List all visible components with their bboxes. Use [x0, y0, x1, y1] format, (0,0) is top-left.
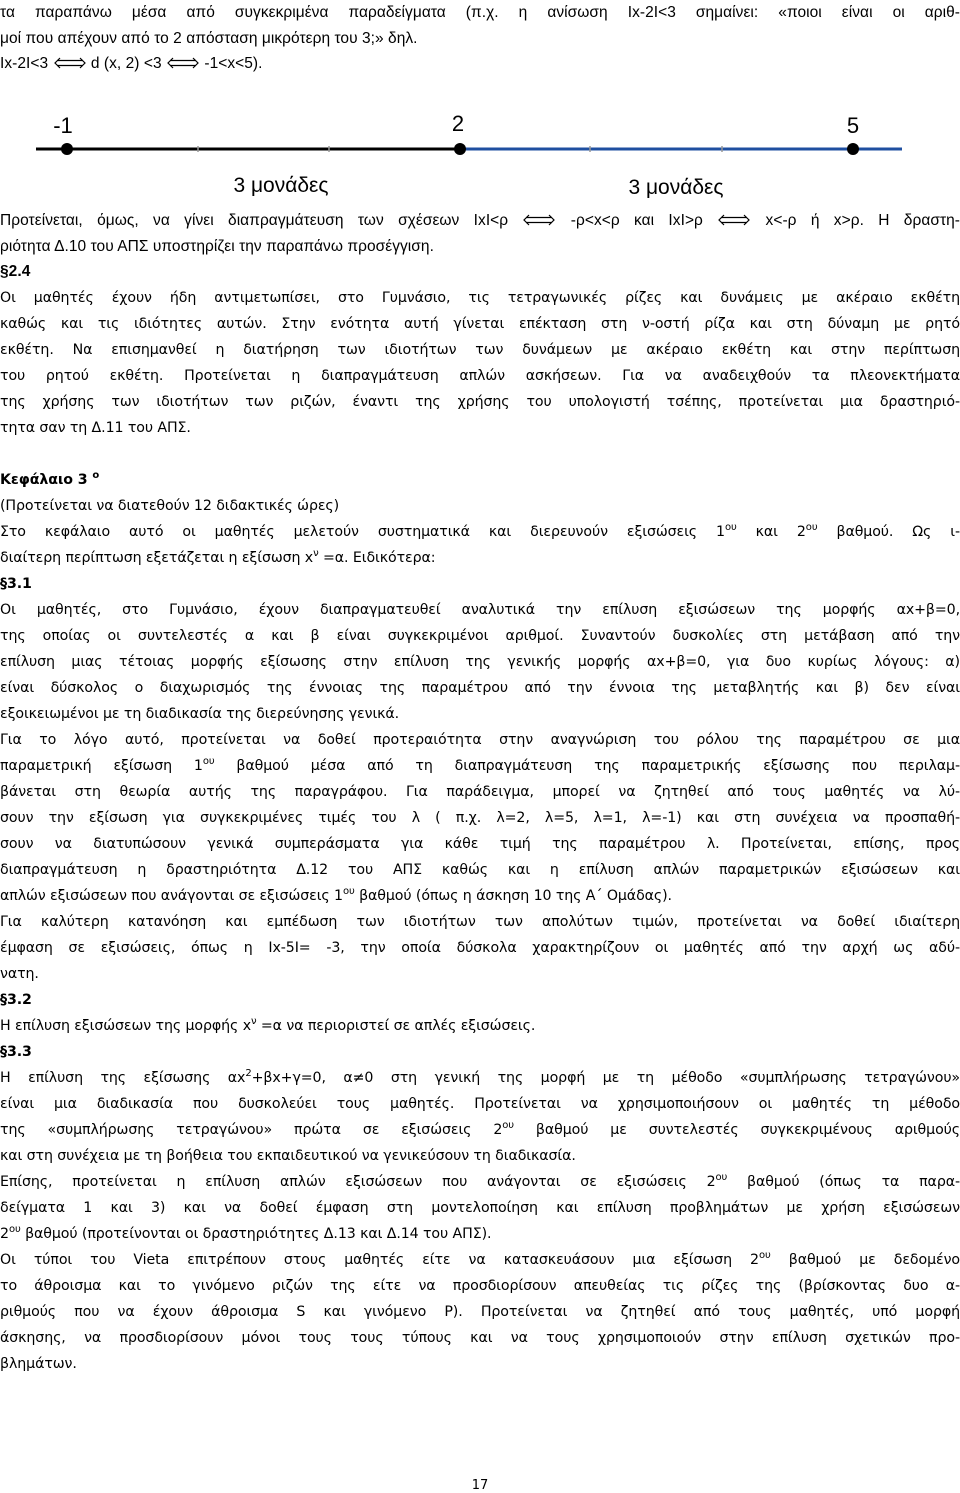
text-span: βαθμού μέσα από τη διαπραγμάτευση της παραμετρικής εξίσωσης που περιλαμ-: [214, 758, 960, 774]
abs-line-1: [0, 212, 960, 232]
superscript: ν: [313, 548, 319, 559]
sec-3-3-line: [0, 1226, 960, 1242]
sec-3-3-line: βλημάτων.: [0, 1356, 77, 1372]
sec-2-4-line: καθώς και τις ιδιότητες αυτών. Στην ενότητα αυτή γίνεται επέκταση στη ν-οστή ρίζα και στη δύναμη με ρητό: [0, 316, 960, 332]
inequality-text: Ιx-2Ι<3: [0, 55, 49, 72]
double-arrow-icon: [53, 56, 87, 75]
text-span: απλών εξισώσεων που ανάγονται σε εξισώσεις 1: [0, 888, 343, 904]
page-number: 17: [471, 1478, 489, 1493]
section-2-4-heading: §2.4: [0, 263, 31, 280]
superscript: ου: [715, 1172, 728, 1183]
text-span: βαθμού (όπως τα παρα-: [727, 1174, 960, 1190]
sec-3-3-line: [0, 1070, 960, 1086]
text-span: =α να περιοριστεί σε απλές εξισώσεις.: [256, 1018, 536, 1034]
abs-text-b: -ρ<x<ρ και ΙxΙ>ρ: [570, 212, 703, 229]
sec-3-1-p2-line: [0, 888, 960, 904]
interval-text: -1<x<5).: [204, 55, 263, 72]
section-3-3-heading: §3.3: [0, 1044, 32, 1060]
superscript: ου: [724, 522, 737, 533]
sec-3-3-line: [0, 1122, 960, 1138]
intro-line-3: [0, 55, 960, 75]
intro-line-1: τα παραπάνω μέσα από συγκεκριμένα παραδείγματα (π.χ. η ανίσωση Ιx-2Ι<3 σημαίνει: «ποιοι είναι οι αριθ-: [0, 4, 960, 21]
label-2: 2: [451, 111, 465, 136]
sec-3-1-p2-line: βάνεται στη θεωρία αυτής της παραγράφου. Για παράδειγμα, μπορεί να ζητηθεί από τους μαθητές να λύ-: [0, 784, 960, 800]
sec-3-1-p2-line: [0, 758, 960, 774]
text-span: βαθμού με δεδομένο: [770, 1252, 960, 1268]
sec-2-4-line: εκθέτη. Να επισημανθεί η διατήρηση των ιδιοτήτων των δυνάμεων με ακέραιο εκθέτη και στην περίπτωση: [0, 342, 960, 358]
chapter-3-title: [0, 472, 960, 488]
text-span: παραμετρική εξίσωση 1: [0, 758, 203, 774]
text-span: βαθμού (προτείνονται οι δραστηριότητες Δ.13 και Δ.14 του ΑΠΣ).: [20, 1226, 492, 1242]
point-2: [454, 143, 466, 155]
sec-3-2-line: [0, 1018, 960, 1034]
point-5: [847, 143, 859, 155]
text-span: και 2: [736, 524, 806, 540]
sec-3-3-line: είναι μια διαδικασία που δυσκολεύει τους μαθητές. Προτείνεται να χρησιμοποιήσουν οι μαθητές τη μέθοδο: [0, 1096, 960, 1112]
sec-3-3-line: άσκησης, να προσδιορίσουν μόνοι τους τους τύπους και να τους χρησιμοποιούν στην επίλυση σχετικών προ-: [0, 1330, 960, 1346]
sec-3-3-line: το άθροισμα και το γινόμενο ριζών της είτε να προσδιορίσουν απευθείας τις ρίζες της (βρίσκοντας δυο α-: [0, 1278, 960, 1294]
sec-2-4-line: Οι μαθητές έχουν ήδη αντιμετωπίσει, στο Γυμνάσιο, τις τετραγωνικές ρίζες και δυνάμεις με ακέραιο εκθέτη: [0, 290, 960, 306]
sec-2-4-line: της χρήσης των ιδιοτήτων των ριζών, έναντι της χρήσης του υπολογιστή τσέπης, προτείνεται μια δραστηριό-: [0, 394, 960, 410]
text-span: βαθμού με συντελεστές συγκεκριμένους αριθμούς: [513, 1122, 960, 1138]
label-5: 5: [846, 113, 860, 138]
sec-3-1-p3-line: Για καλύτερη κατανόηση και εμπέδωση των ιδιοτήτων των απολύτων τιμών, προτείνεται να δοθεί ιδιαίτερη: [0, 914, 960, 930]
superscript: ου: [805, 522, 818, 533]
superscript: ν: [250, 1016, 257, 1027]
superscript: ου: [8, 1224, 21, 1235]
sec-3-3-line: δείγματα 1 και 3) και να δοθεί έμφαση στη μοντελοποίηση και επίλυση προβλημάτων με χρήση εξισώσεων: [0, 1200, 960, 1216]
sec-3-1-p2-line: Για το λόγο αυτό, προτείνεται να δοθεί προτεραιότητα στην αναγνώριση του ρόλου της παραμέτρου σε μια: [0, 732, 960, 748]
point-minus-1: [61, 143, 73, 155]
sec-3-3-line: [0, 1252, 960, 1268]
text-span: +βx+γ=0, α≠0 στη γενική της μορφή με τη μέθοδο «συμπλήρωσης τετραγώνου»: [251, 1070, 960, 1086]
double-arrow-icon: [717, 213, 751, 232]
sec-3-3-line: και στη συνέχεια με τη βοήθεια του εκπαιδευτικού να γενικεύσουν τη διαδικασία.: [0, 1148, 576, 1164]
intro-line-2: μοί που απέχουν από το 2 απόσταση μικρότερη του 3;» δηλ.: [0, 30, 418, 47]
section-3-1-heading: §3.1: [0, 576, 32, 592]
sec-3-1-p2-line: σουν να διατυπώσουν γενικά συμπεράσματα για κάθε τιμή της παραμέτρου λ. Προτείνεται, επίσης, προς: [0, 836, 960, 852]
text-span: Η επίλυση εξισώσεων της μορφής x: [0, 1018, 251, 1034]
text-span: βαθμού. Ως ι-: [817, 524, 960, 540]
sec-3-3-line: ριθμούς που να έχουν άθροισμα S και γινόμενο P). Προτείνεται να ζητηθεί από τους μαθητές, υπό μορφή: [0, 1304, 960, 1320]
sec-3-3-line: [0, 1174, 960, 1190]
distance-text: d (x, 2) <3: [90, 55, 162, 72]
double-arrow-icon: [166, 56, 200, 75]
section-3-2-heading: §3.2: [0, 992, 32, 1008]
text-span: βαθμού (όπως η άσκηση 10 της Α΄ Ομάδας).: [354, 888, 672, 904]
chapter-title-text: Κεφάλαιο 3: [0, 472, 88, 488]
superscript: ου: [202, 756, 215, 767]
sec-2-4-line: του ρητού εκθέτη. Προτείνεται η διαπραγμάτευση απλών ασκήσεων. Για να αναδειχθούν τα πλεονεκτήματα: [0, 368, 960, 384]
abs-text-c: x<-ρ ή x>ρ. Η δραστη-: [765, 212, 960, 229]
text-span: Η επίλυση της εξίσωσης αx: [0, 1070, 246, 1086]
sec-3-1-line: είναι δύσκολος ο διαχωρισμός της έννοιας της παραμέτρου από την έννοια της μεταβλητής και β) δεν είναι: [0, 680, 960, 696]
abs-text-a: Προτείνεται, όμως, να γίνει διαπραγμάτευση των σχέσεων ΙxΙ<ρ: [0, 212, 509, 229]
text-span: Επίσης, προτείνεται η επίλυση απλών εξισώσεων που ανάγονται σε εξισώσεις 2: [0, 1174, 716, 1190]
sec-3-1-p3-line: έμφαση σε εξισώσεις, όπως η Ιx-5Ι= -3, την οποία δύσκολα χαρακτηρίζουν οι μαθητές από την αρχή ως αδύ-: [0, 940, 960, 956]
chapter-3-hours: (Προτείνεται να διατεθούν 12 διδακτικές ώρες): [0, 498, 340, 514]
text-span: =α. Ειδικότερα:: [318, 550, 436, 566]
label-minus-1: -1: [53, 113, 73, 138]
text-span: 2: [0, 1226, 9, 1242]
sec-3-1-line: εξοικειωμένοι με τη διαδικασία της διερεύνησης γενικά.: [0, 706, 400, 722]
text-span: διαίτερη περίπτωση εξετάζεται η εξίσωση x: [0, 550, 314, 566]
sec-3-1-line: Οι μαθητές, στο Γυμνάσιο, έχουν διαπραγματευθεί αναλυτικά την επίλυση εξισώσεων της μορφής αx+β=0,: [0, 602, 960, 618]
text-span: της «συμπλήρωσης τετραγώνου» πρώτα σε εξισώσεις 2: [0, 1122, 503, 1138]
sec-2-4-line: τητα σαν τη Δ.11 του ΑΠΣ.: [0, 420, 191, 436]
superscript: ου: [758, 1250, 771, 1261]
double-arrow-icon: [522, 213, 556, 232]
sec-3-1-p3-line: νατη.: [0, 966, 39, 982]
chapter-3-intro-line-2: [0, 550, 960, 566]
sec-3-1-p2-line: σουν την εξίσωση για συγκεκριμένες τιμές του λ ( π.χ. λ=2, λ=5, λ=1, λ=-1) και στη συνέχεια να προσπαθή-: [0, 810, 960, 826]
segment-right-label: 3 μονάδες: [628, 176, 724, 199]
abs-line-2: ριότητα Δ.10 του ΑΠΣ υποστηρίζει την παραπάνω προσέγγιση.: [0, 238, 434, 255]
chapter-title-sup: ο: [92, 470, 100, 481]
superscript: ου: [342, 886, 355, 897]
text-span: Στο κεφάλαιο αυτό οι μαθητές μελετούν συστηματικά και διερευνούν εξισώσεις 1: [0, 524, 725, 540]
sec-3-1-line: της οποίας οι συντελεστές α και β είναι συγκεκριμένοι αριθμοί. Συναντούν δυσκολίες στη μετάβαση από την: [0, 628, 960, 644]
chapter-3-intro-line-1: [0, 524, 960, 540]
segment-left-label: 3 μονάδες: [233, 174, 329, 197]
number-line-figure: [0, 100, 960, 205]
sec-3-1-p2-line: διαπραγμάτευση η δραστηριότητα Δ.12 του ΑΠΣ καθώς και η επίλυση απλών παραμετρικών εξισώσεων και: [0, 862, 960, 878]
superscript: ου: [502, 1120, 514, 1131]
text-span: Οι τύποι του Vieta επιτρέπουν στους μαθητές είτε να κατασκευάσουν μια εξίσωση 2: [0, 1252, 759, 1268]
superscript: 2: [245, 1068, 252, 1079]
sec-3-1-line: επίλυση μιας τέτοιας μορφής εξίσωσης στην επίλυση της γενικής μορφής αx+β=0, για δυο κυρίως λόγους: α): [0, 654, 960, 670]
